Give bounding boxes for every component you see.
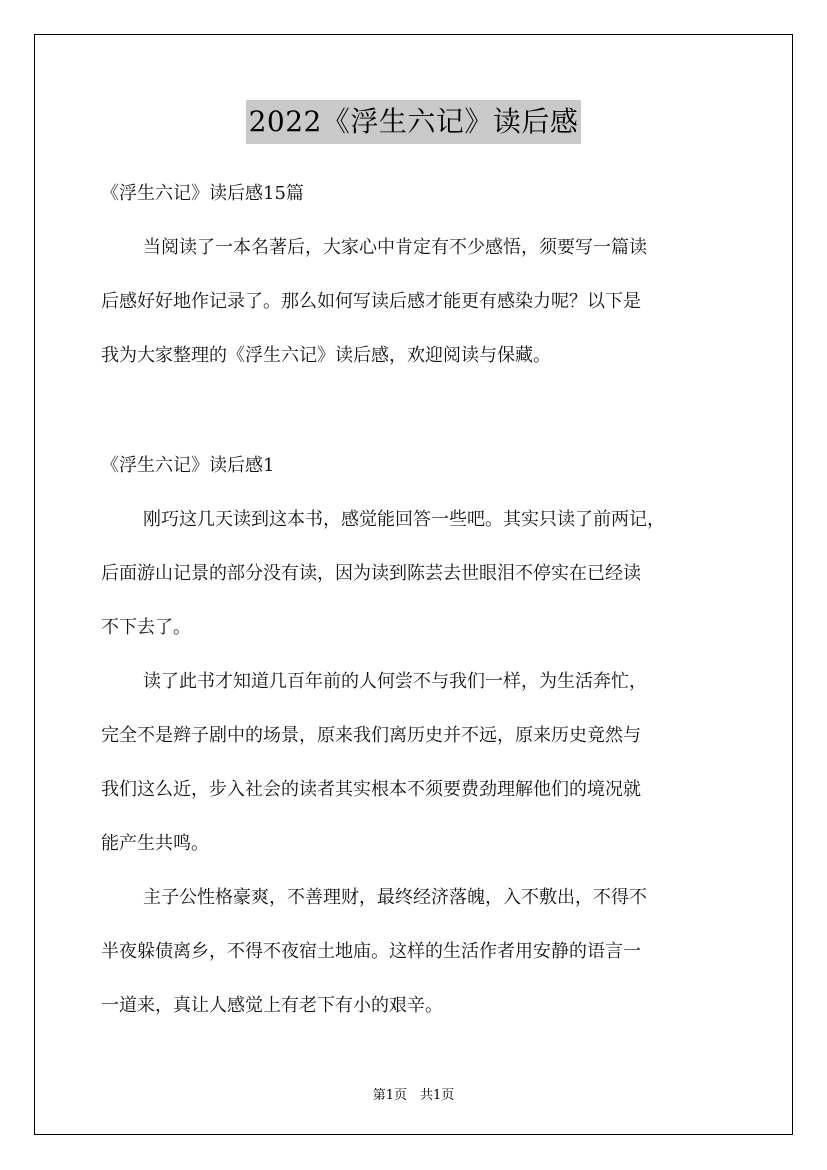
title-container	[0, 100, 827, 144]
para1-line-1: 刚巧这几天读到这本书，感觉能回答一些吧。其实只读了前两记，	[143, 509, 665, 530]
intro-line-3: 我为大家整理的《浮生六记》读后感，欢迎阅读与保藏。	[101, 345, 551, 366]
page-number-footer: 第1页 共1页	[372, 1088, 455, 1103]
para2-line-1: 读了此书才知道几百年前的人何尝不与我们一样，为生活奔忙，	[143, 671, 647, 692]
para3-line-2: 半夜躲债离乡，不得不夜宿土地庙。这样的生活作者用安静的语言一	[101, 941, 641, 962]
para2-line-3: 我们这么近，步入社会的读者其实根本不须要费劲理解他们的境况就	[101, 779, 641, 800]
document-subtitle: 《浮生六记》读后感15篇	[101, 183, 304, 204]
intro-line-2: 后感好好地作记录了。那么如何写读后感才能更有感染力呢？以下是	[101, 291, 641, 312]
intro-line-1: 当阅读了一本名著后，大家心中肯定有不少感悟，须要写一篇读	[143, 237, 647, 258]
section-heading: 《浮生六记》读后感1	[101, 455, 275, 476]
para1-line-2: 后面游山记景的部分没有读，因为读到陈芸去世眼泪不停实在已经读	[101, 563, 641, 584]
para3-line-1: 主子公性格豪爽，不善理财，最终经济落魄，入不敷出，不得不	[143, 887, 647, 908]
para3-line-3: 一道来，真让人感觉上有老下有小的艰辛。	[101, 995, 443, 1016]
para2-line-4: 能产生共鸣。	[101, 833, 209, 854]
para2-line-2: 完全不是辫子剧中的场景，原来我们离历史并不远，原来历史竟然与	[101, 725, 641, 746]
para1-line-3: 不下去了。	[101, 617, 191, 638]
document-title: 2022《浮生六记》读后感	[246, 100, 582, 144]
